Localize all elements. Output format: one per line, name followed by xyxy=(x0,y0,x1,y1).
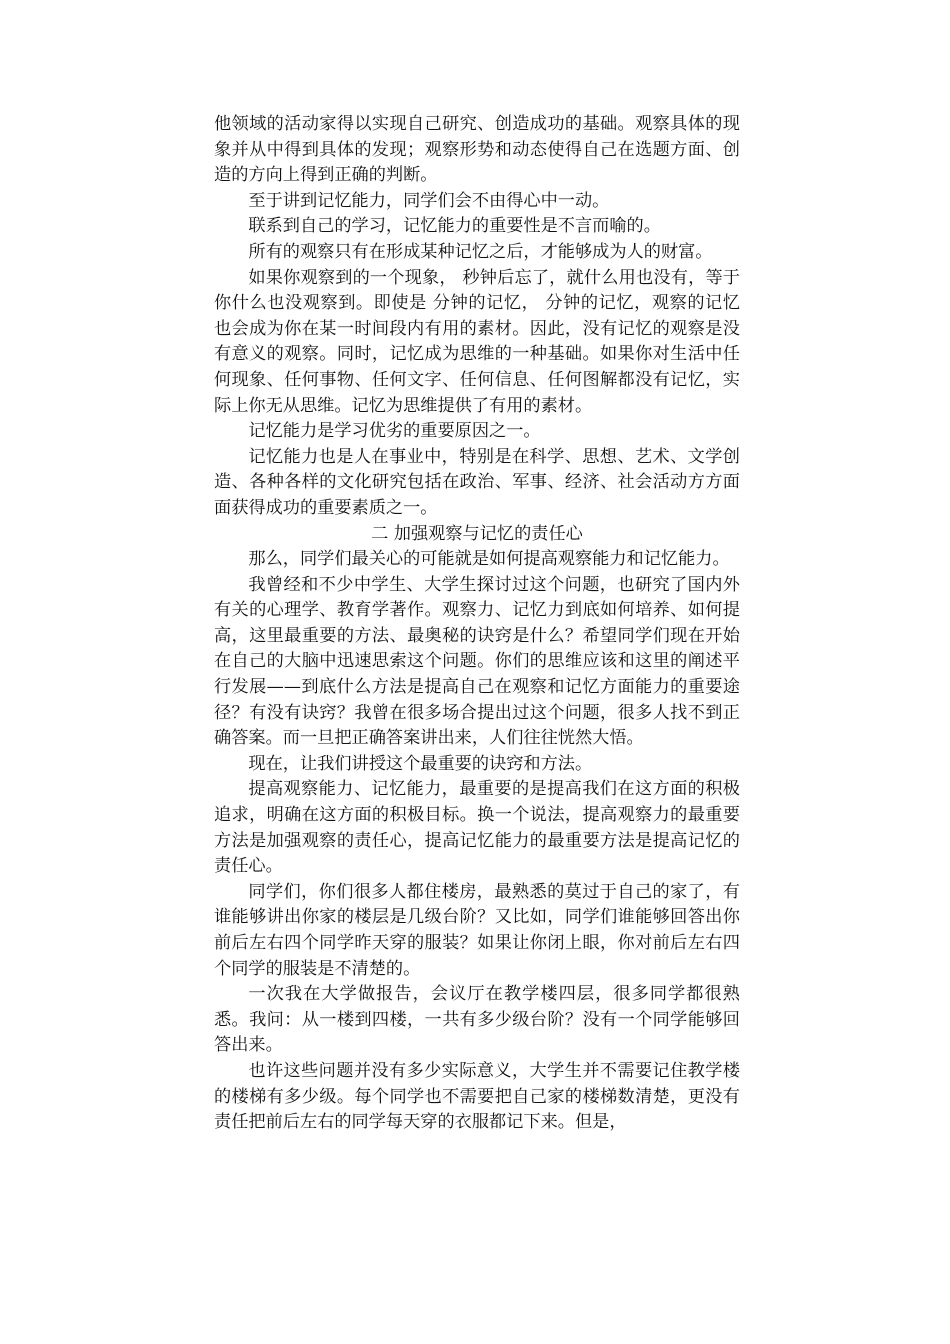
paragraph: 所有的观察只有在形成某种记忆之后，才能够成为人的财富。 xyxy=(248,241,713,262)
paragraph: 记忆能力是学习优劣的重要原因之一。 xyxy=(248,421,541,442)
paragraph: 至于讲到记忆能力，同学们会不由得心中一动。 xyxy=(248,190,610,211)
paragraph: 如果你观察到的一个现象， 秒钟后忘了，就什么用也没有，等于你什么也没观察到。即使是 分钟的记忆， 分钟的记忆，观察的记忆也会成为你在某一时间段内有用的素材。因此，没有记忆的观察是没有意义的观察。同时，记忆成为思维的一种基础。如果你对生活中任何现象、任何事物、任何文字、任何信息、任何图解都没有记忆，实际上你无从思维。记忆为思维提供了有用的素材。 xyxy=(214,267,740,416)
paragraph: 那么，同学们最关心的可能就是如何提高观察能力和记忆能力。 xyxy=(248,549,730,570)
paragraph: 提高观察能力、记忆能力，最重要的是提高我们在这方面的积极追求，明确在这方面的积极目标。换一个说法，提高观察力的最重要方法是加强观察的责任心，提高记忆能力的最重要方法是提高记忆的责任心。 xyxy=(214,779,740,877)
paragraph: 一次我在大学做报告，会议厅在教学楼四层，很多同学都很熟悉。我问：从一楼到四楼，一共有多少级台阶？没有一个同学能够回答出来。 xyxy=(214,984,740,1056)
paragraph: 同学们，你们很多人都住楼房，最熟悉的莫过于自己的家了，有谁能够讲出你家的楼层是几级台阶？又比如，同学们谁能够回答出你前后左右四个同学昨天穿的服装？如果让你闭上眼，你对前后左右四个同学的服装是不清楚的。 xyxy=(214,881,740,979)
paragraph: 联系到自己的学习，记忆能力的重要性是不言而喻的。 xyxy=(248,216,661,237)
section-heading: 二 加强观察与记忆的责任心 xyxy=(371,523,583,544)
document-page xyxy=(214,112,740,1136)
paragraph-continuation: 他领域的活动家得以实现自己研究、创造成功的基础。观察具体的现象并从中得到具体的发现；观察形势和动态使得自己在选题方面、创造的方向上得到正确的判断。 xyxy=(214,114,740,186)
paragraph: 记忆能力也是人在事业中，特别是在科学、思想、艺术、文学创造、各种各样的文化研究包括在政治、军事、经济、社会活动方方面面获得成功的重要素质之一。 xyxy=(214,446,740,518)
paragraph: 现在，让我们讲授这个最重要的诀窍和方法。 xyxy=(248,753,593,774)
paragraph: 我曾经和不少中学生、大学生探讨过这个问题，也研究了国内外有关的心理学、教育学著作。观察力、记忆力到底如何培养、如何提高，这里最重要的方法、最奥秘的诀窍是什么？希望同学们现在开始在自己的大脑中迅速思索这个问题。你们的思维应该和这里的阐述平行发展——到底什么方法是提高自己在观察和记忆方面能力的重要途径？有没有诀窍？我曾在很多场合提出过这个问题，很多人找不到正确答案。而一旦把正确答案讲出来，人们往往恍然大悟。 xyxy=(214,574,740,749)
paragraph: 也许这些问题并没有多少实际意义，大学生并不需要记住教学楼的楼梯有多少级。每个同学也不需要把自己家的楼梯数清楚，更没有责任把前后左右的同学每天穿的衣服都记下来。但是， xyxy=(214,1060,740,1133)
